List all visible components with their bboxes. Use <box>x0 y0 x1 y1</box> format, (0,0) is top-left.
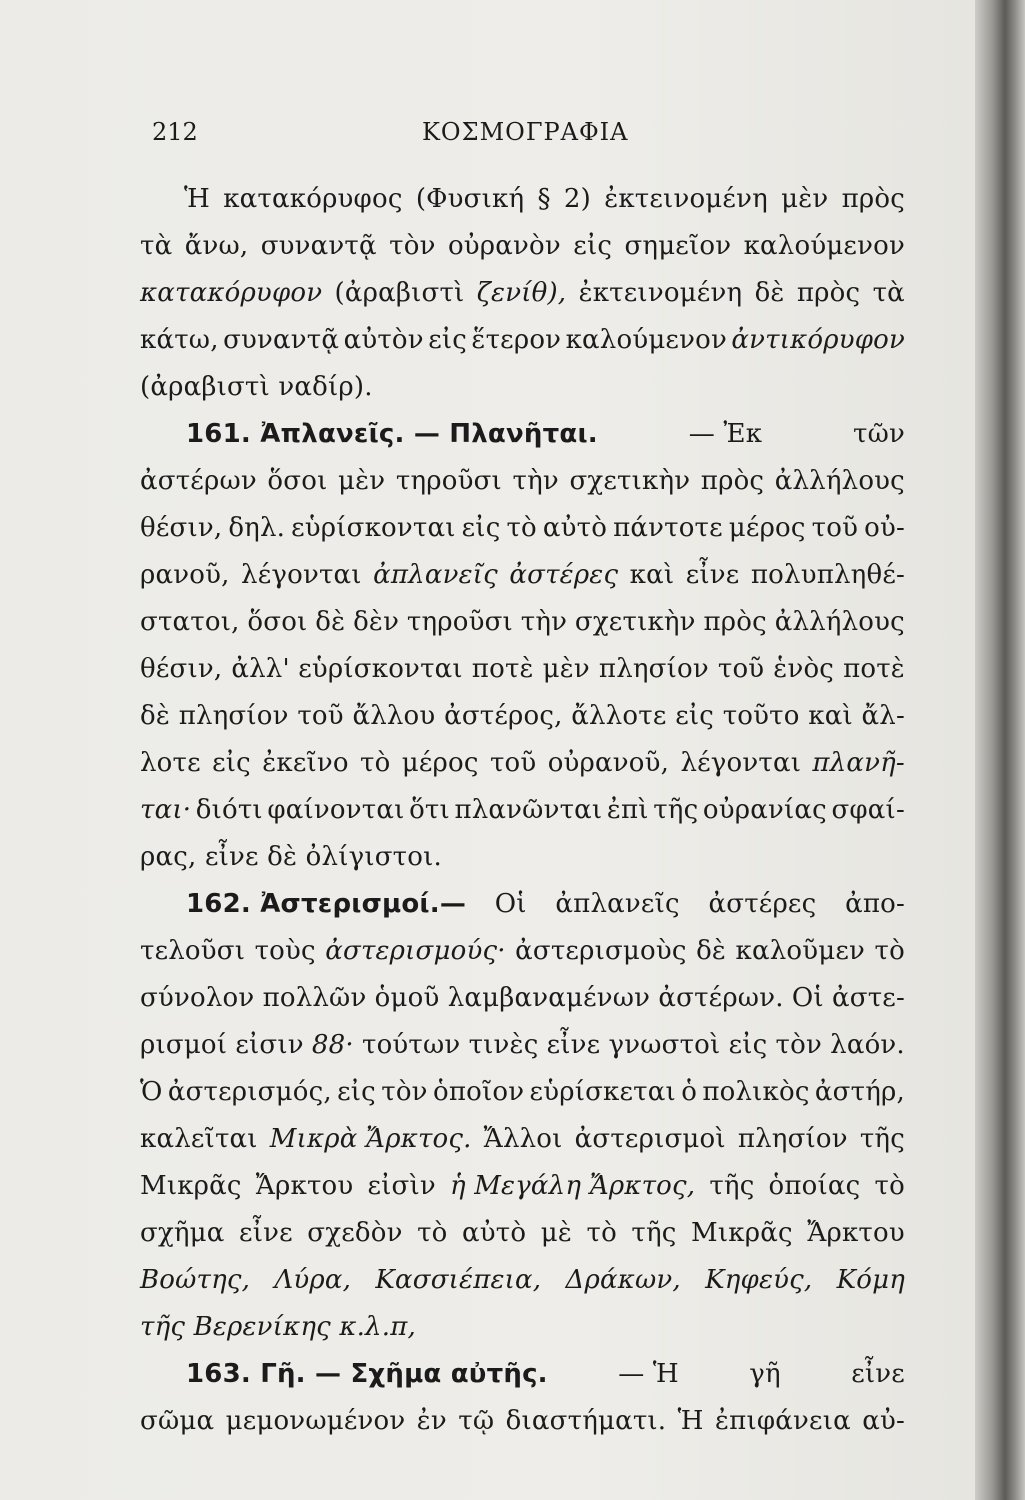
text-line: ρας, εἶνε δὲ ὀλίγιστοι. <box>140 842 442 872</box>
text-line: Μικρᾶς Ἄρκτου εἰσὶν ἡ Μεγάλη Ἄρκτος, τῆς ὁποίας τὸ <box>140 1171 905 1201</box>
text-line: ρανοῦ, λέγονται ἀπλανεῖς ἀστέρες καὶ εἶνε πολυπληθέ- <box>140 560 905 590</box>
book-spine-shadow <box>975 0 1025 1500</box>
text-line: τὰ ἄνω, συναντᾷ τὸν οὐρανὸν εἰς σημεῖον καλούμενον <box>140 231 905 261</box>
text-line: σχῆμα εἶνε σχεδὸν τὸ αὐτὸ μὲ τὸ τῆς Μικρᾶς Ἄρκτου <box>140 1218 905 1248</box>
running-title: ΚΟΣΜΟΓΡΑΦΙΑ <box>422 118 629 146</box>
section-162-line: 162. Ἀστερισμοί.— Οἱ ἀπλανεῖς ἀστέρες ἀπο- <box>140 881 905 928</box>
section-heading-163: 163. Γῆ. — Σχῆμα αὐτῆς. <box>186 1359 548 1389</box>
text-line: καλεῖται Μικρὰ Ἄρκτος. Ἄλλοι ἀστερισμοὶ πλησίον τῆς <box>140 1124 905 1154</box>
text-line: ται· διότι φαίνονται ὅτι πλανῶνται ἐπὶ τῆς οὐρανίας σφαί- <box>140 795 905 825</box>
text-line: θέσιν, δηλ. εὑρίσκονται εἰς τὸ αὐτὸ πάντοτε μέρος τοῦ οὐ- <box>140 513 905 543</box>
text-line: (ἀραβιστὶ ναδίρ). <box>140 372 373 402</box>
page-header <box>0 118 975 158</box>
text-line: ρισμοί εἰσιν 88· τούτων τινὲς εἶνε γνωστοὶ εἰς τὸν λαόν. <box>140 1030 905 1060</box>
text-line: κατακόρυφον (ἀραβιστὶ ζενίθ), ἐκτεινομένη δὲ πρὸς τὰ <box>140 278 905 308</box>
text-line: Ὁ ἀστερισμός, εἰς τὸν ὁποῖον εὑρίσκεται ὁ πολικὸς ἀστήρ, <box>140 1077 905 1107</box>
text-line: θέσιν, ἀλλ' εὑρίσκονται ποτὲ μὲν πλησίον τοῦ ἑνὸς ποτὲ <box>140 654 905 684</box>
text-line: Βοώτης, Λύρα, Κασσιέπεια, Δράκων, Κηφεύς, Κόμη <box>140 1265 905 1295</box>
section-heading-162: 162. Ἀστερισμοί.— <box>186 889 467 919</box>
page-number: 212 <box>152 118 198 146</box>
text-line: στατοι, ὅσοι δὲ δὲν τηροῦσι τὴν σχετικὴν πρὸς ἀλλήλους <box>140 607 905 637</box>
text-line: σῶμα μεμονωμένον ἐν τῷ διαστήματι. Ἡ ἐπιφάνεια αὐ- <box>140 1406 905 1436</box>
text-line: κάτω, συναντᾷ αὐτὸν εἰς ἕτερον καλούμενον ἀντικόρυφον <box>140 325 905 355</box>
text-line: τελοῦσι τοὺς ἀστερισμούς· ἀστερισμοὺς δὲ καλοῦμεν τὸ <box>140 936 905 966</box>
section-heading-161: 161. Ἀπλανεῖς. — Πλανῆται. <box>186 419 598 449</box>
text-line: Ἡ κατακόρυφος (Φυσική § 2) ἐκτεινομένη μὲν πρὸς <box>184 184 905 214</box>
text-line: λοτε εἰς ἐκεῖνο τὸ μέρος τοῦ οὐρανοῦ, λέγονται πλανῆ- <box>140 748 905 778</box>
text-line: ἀστέρων ὅσοι μὲν τηροῦσι τὴν σχετικὴν πρὸς ἀλλήλους <box>140 466 905 496</box>
text-line: δὲ πλησίον τοῦ ἄλλου ἀστέρος, ἄλλοτε εἰς τοῦτο καὶ ἄλ- <box>140 701 905 731</box>
text-line: τῆς Βερενίκης κ.λ.π, <box>140 1312 416 1342</box>
section-163-line: 163. Γῆ. — Σχῆμα αὐτῆς. — Ἡ γῆ εἶνε <box>140 1351 905 1398</box>
text-line: σύνολον πολλῶν ὁμοῦ λαμβαναμένων ἀστέρων. Οἱ ἀστε- <box>140 983 905 1013</box>
section-161-line: 161. Ἀπλανεῖς. — Πλανῆται. — Ἐκ τῶν <box>140 411 905 458</box>
body-text <box>140 176 905 1445</box>
